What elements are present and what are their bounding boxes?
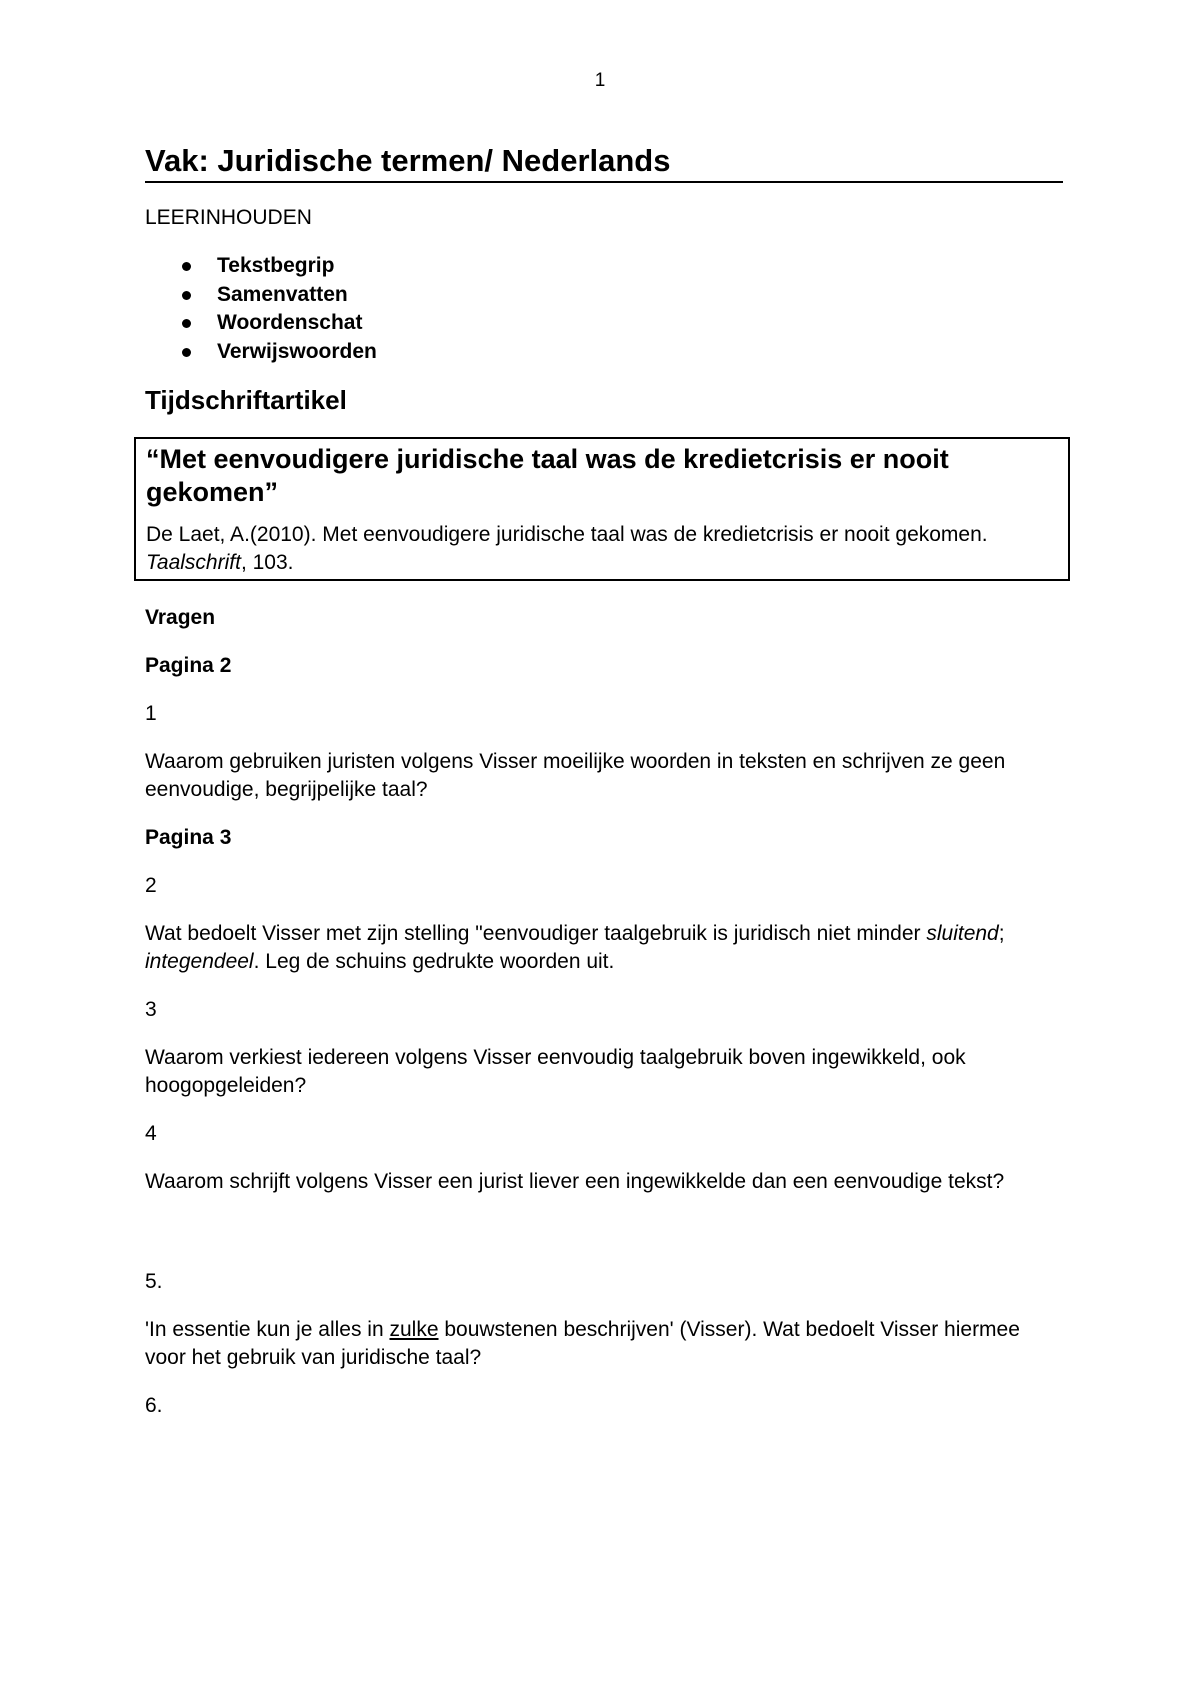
citation-issue: , 103. xyxy=(240,551,294,574)
question-text: Waarom verkiest iedereen volgens Visser eenvoudig taalgebruik boven ingewikkeld, ook hoogopgeleiden? xyxy=(145,1046,966,1097)
question-text xyxy=(145,920,1065,976)
citation-text: De Laet, A.(2010). Met eenvoudigere juridische taal was de kredietcrisis er nooit gekomen. xyxy=(146,523,988,546)
bullet-icon xyxy=(182,291,191,300)
page-number: 1 xyxy=(594,70,606,91)
topic-item xyxy=(182,338,377,367)
question-text xyxy=(145,1316,1065,1372)
topics-list xyxy=(182,252,377,366)
topic-item xyxy=(182,252,377,281)
question-text-part: bouwstenen beschrijven' (Visser). Wat bedoelt Visser hiermee voor het gebruik van juridische taal? xyxy=(145,1318,1020,1369)
questions-heading: Vragen xyxy=(145,606,216,629)
question-number: 3 xyxy=(145,998,157,1021)
italic-term: integendeel xyxy=(145,950,254,973)
topic-item xyxy=(182,281,377,310)
bullet-icon xyxy=(182,319,191,328)
citation-journal: Taalschrift xyxy=(146,551,241,574)
page-label: Pagina 3 xyxy=(145,826,232,849)
subheading-magazine-article: Tijdschriftartikel xyxy=(145,385,347,415)
course-title: Vak: Juridische termen/ Nederlands xyxy=(145,143,1063,183)
page-label: Pagina 2 xyxy=(145,654,232,677)
bullet-icon xyxy=(182,262,191,271)
topic-label: Samenvatten xyxy=(217,282,348,306)
article-citation xyxy=(146,521,1058,577)
topic-item xyxy=(182,309,377,338)
question-number: 5. xyxy=(145,1270,163,1293)
question-number: 2 xyxy=(145,874,157,897)
question-number: 4 xyxy=(145,1122,157,1145)
question-text: Waarom gebruiken juristen volgens Visser moeilijke woorden in teksten en schrijven ze geen eenvoudige, begrijpelijke taal? xyxy=(145,750,1006,801)
question-text-part: ; xyxy=(998,922,1005,945)
topic-label: Verwijswoorden xyxy=(217,339,377,363)
topic-label: Woordenschat xyxy=(217,311,363,334)
article-box xyxy=(134,437,1070,581)
article-title: “Met eenvoudigere juridische taal was de kredietcrisis er nooit gekomen” xyxy=(146,444,949,507)
italic-term: sluitend xyxy=(926,922,999,945)
question-text-part: 'In essentie kun je alles in xyxy=(145,1318,390,1341)
question-number: 6. xyxy=(145,1394,163,1417)
bullet-icon xyxy=(182,348,191,357)
underlined-term: zulke xyxy=(389,1318,439,1341)
question-number: 1 xyxy=(145,702,157,725)
learning-contents-label: LEERINHOUDEN xyxy=(145,206,312,229)
topic-label: Tekstbegrip xyxy=(217,254,335,277)
question-text-part: . Leg de schuins gedrukte woorden uit. xyxy=(253,950,615,973)
question-text-part: Wat bedoelt Visser met zijn stelling "eenvoudiger taalgebruik is juridisch niet minder xyxy=(145,922,927,945)
question-text: Waarom schrijft volgens Visser een jurist liever een ingewikkelde dan een eenvoudige tekst? xyxy=(145,1170,1005,1193)
